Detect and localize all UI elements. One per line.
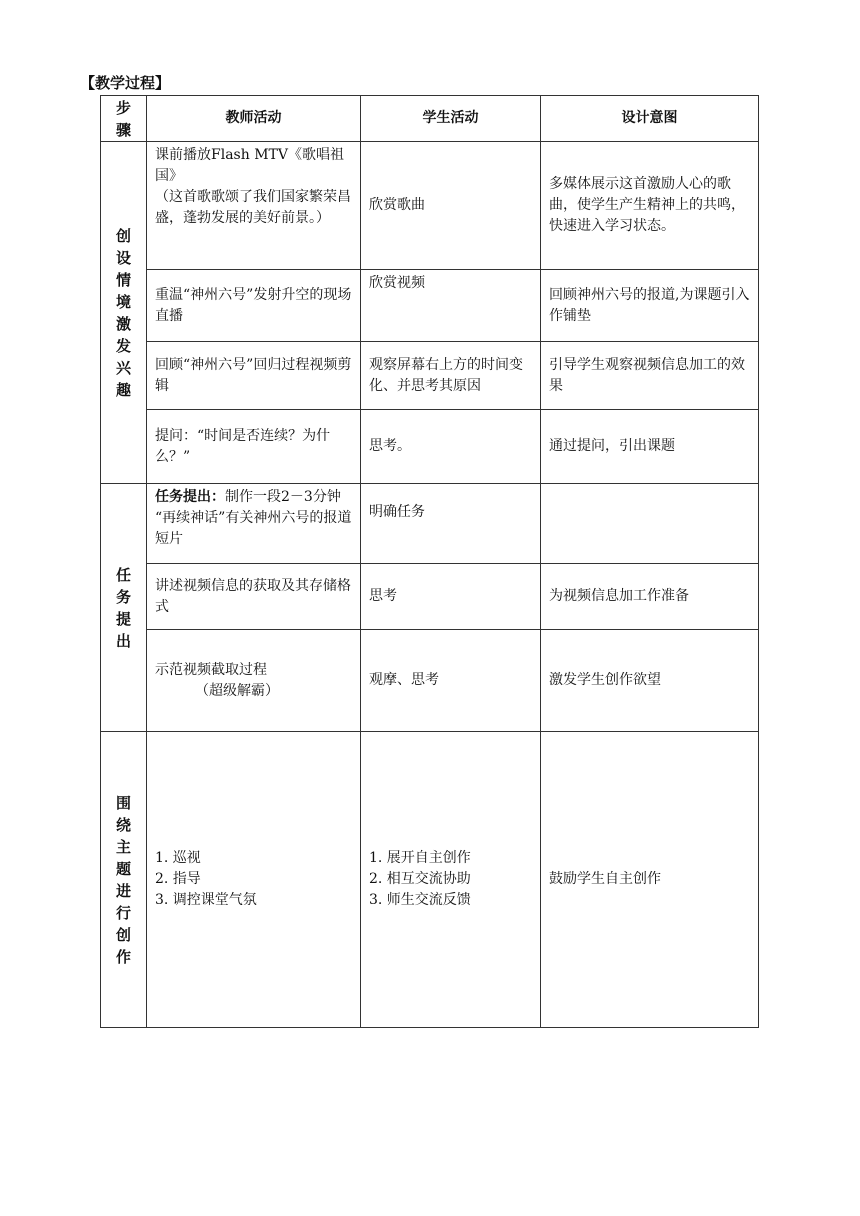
section-heading: 【教学过程】	[80, 74, 171, 92]
student-cell: 观摩、思考	[361, 630, 541, 732]
stage-1-label: 创设情境激发兴趣	[101, 142, 147, 484]
teacher-cell: 回顾“神州六号”回归过程视频剪辑	[147, 342, 361, 410]
stage-3-label: 围绕主题进行创作	[101, 732, 147, 1028]
header-intent: 设计意图	[541, 96, 759, 142]
table-row	[101, 270, 759, 342]
header-row	[101, 96, 759, 142]
student-cell: 欣赏视频	[361, 270, 541, 342]
list-item: 3. 师生交流反馈	[369, 892, 471, 908]
table-row	[101, 342, 759, 410]
table-row	[101, 630, 759, 732]
student-cell: 明确任务	[361, 484, 541, 564]
student-cell: 思考	[361, 564, 541, 630]
intent-cell	[541, 484, 759, 564]
list-item: 1. 展开自主创作	[369, 850, 471, 866]
header-teacher: 教师活动	[147, 96, 361, 142]
teacher-cell: 任务提出：制作一段2－3分钟 “再续神话”有关神州六号的报道短片	[147, 484, 361, 564]
teacher-cell: 提问：“时间是否连续？为什么？”	[147, 410, 361, 484]
list-item: 3. 调控课堂气氛	[155, 892, 257, 908]
teacher-cell: 课前播放Flash MTV《歌唱祖国》 （这首歌歌颂了我们国家繁荣昌盛，蓬勃发展的美好前景。）	[147, 142, 361, 270]
table-row	[101, 410, 759, 484]
student-cell: 欣赏歌曲	[361, 142, 541, 270]
header-step: 步骤	[101, 96, 147, 142]
list-item: 2. 指导	[155, 871, 201, 887]
teacher-cell	[147, 732, 361, 1028]
intent-cell: 引导学生观察视频信息加工的效果	[541, 342, 759, 410]
student-cell: 观察屏幕右上方的时间变化、并思考其原因	[361, 342, 541, 410]
table-row	[101, 564, 759, 630]
stage-2-label: 任务提出	[101, 484, 147, 732]
teaching-process-table	[100, 95, 759, 1028]
intent-cell: 鼓励学生自主创作	[541, 732, 759, 1028]
header-student: 学生活动	[361, 96, 541, 142]
teacher-cell: 重温“神州六号”发射升空的现场直播	[147, 270, 361, 342]
list-item: 1. 巡视	[155, 850, 201, 866]
student-cell	[361, 732, 541, 1028]
intent-cell: 激发学生创作欲望	[541, 630, 759, 732]
teacher-cell: 讲述视频信息的获取及其存储格式	[147, 564, 361, 630]
intent-cell: 多媒体展示这首激励人心的歌曲，使学生产生精神上的共鸣，快速进入学习状态。	[541, 142, 759, 270]
intent-cell: 通过提问，引出课题	[541, 410, 759, 484]
teacher-cell: 示范视频截取过程 （超级解霸）	[147, 630, 361, 732]
list-item: 2. 相互交流协助	[369, 871, 471, 887]
student-cell: 思考。	[361, 410, 541, 484]
intent-cell: 为视频信息加工作准备	[541, 564, 759, 630]
table-row	[101, 484, 759, 564]
table-row	[101, 732, 759, 1028]
table-row	[101, 142, 759, 270]
intent-cell: 回顾神州六号的报道,为课题引入作铺垫	[541, 270, 759, 342]
